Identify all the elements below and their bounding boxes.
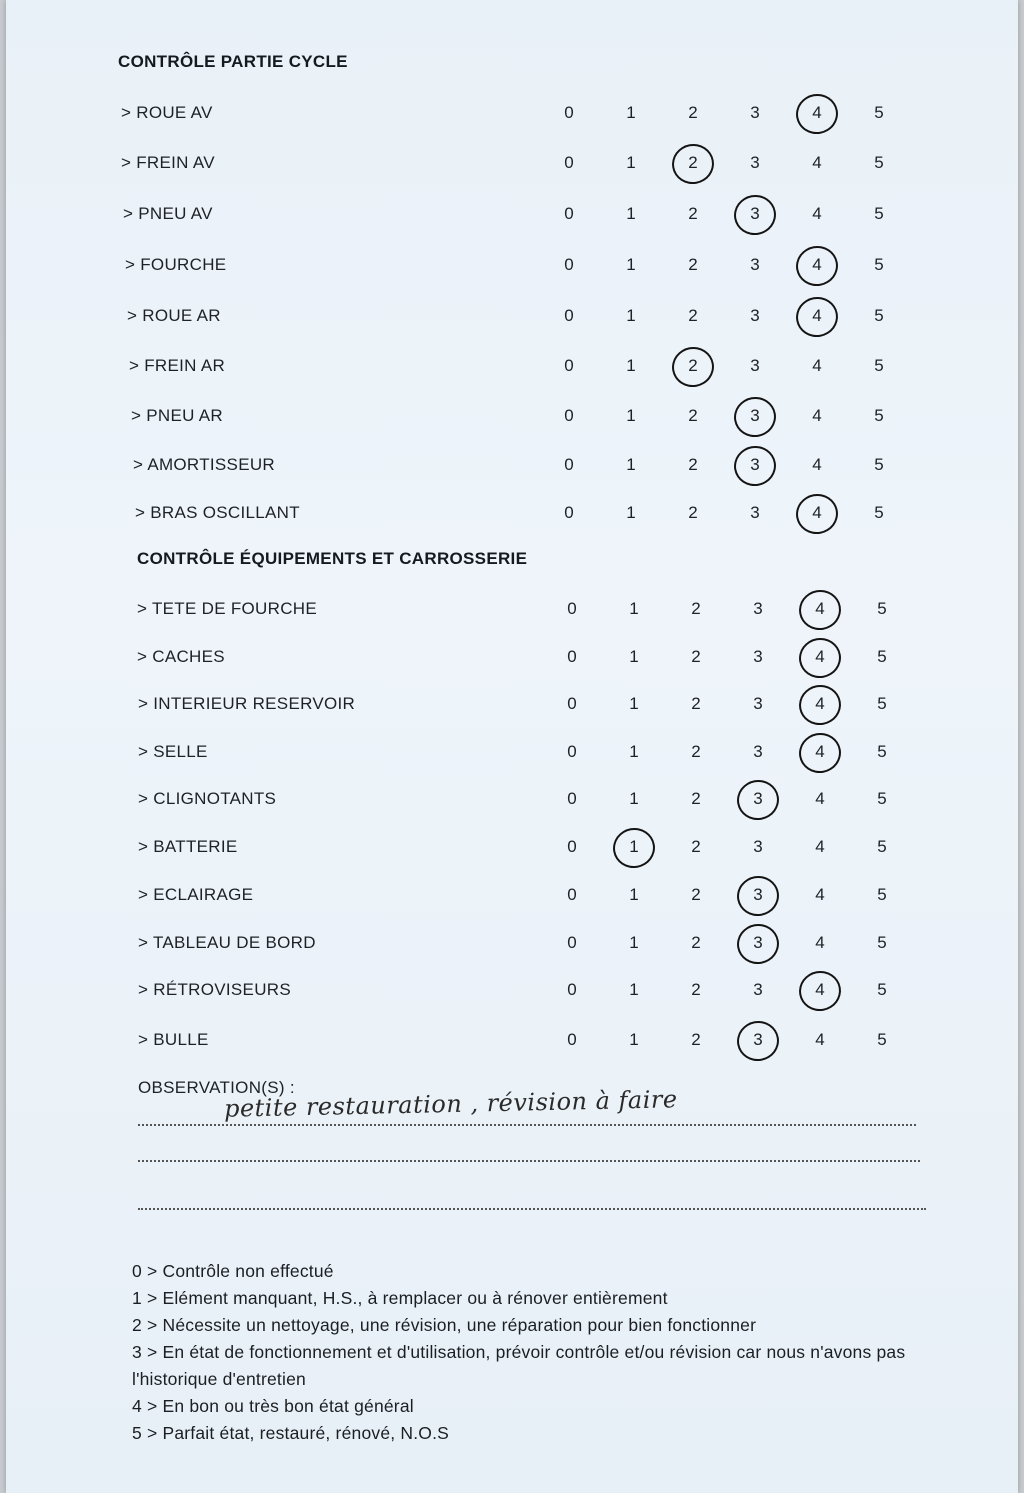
table-row	[6, 251, 1018, 281]
score-option: 5	[877, 694, 887, 713]
score-option: 2	[691, 694, 701, 713]
table-row	[6, 402, 1018, 432]
score-option: 2	[691, 599, 701, 618]
score-option: 1	[629, 647, 639, 666]
row-label: > ROUE AR	[127, 306, 221, 325]
score-option: 2	[691, 647, 701, 666]
row-label: > INTERIEUR RESERVOIR	[138, 694, 356, 713]
score-option: 4	[815, 789, 825, 808]
score-circled: 1	[619, 837, 649, 857]
score-option: 0	[567, 933, 577, 952]
score-option: 0	[564, 455, 574, 474]
score-option: 3	[753, 599, 763, 618]
table-row	[6, 595, 1018, 625]
score-option: 4	[815, 933, 825, 952]
score-option: 0	[567, 885, 577, 904]
table-row	[6, 785, 1018, 815]
row-label: > TETE DE FOURCHE	[137, 599, 318, 618]
score-circled: 4	[805, 742, 835, 762]
score-option: 0	[567, 694, 577, 713]
row-label: > AMORTISSEUR	[133, 455, 275, 474]
score-option: 1	[626, 153, 636, 172]
score-option: 4	[815, 1030, 825, 1049]
score-option: 0	[564, 204, 574, 223]
score-option: 2	[691, 980, 701, 999]
row-label: > SELLE	[138, 742, 208, 761]
score-circled: 2	[678, 356, 708, 376]
score-circled: 4	[802, 306, 832, 326]
score-option: 0	[567, 1030, 577, 1049]
table-row	[6, 929, 1018, 959]
table-row	[6, 200, 1018, 230]
score-option: 1	[629, 933, 639, 952]
score-option: 2	[691, 742, 701, 761]
inspection-sheet	[6, 0, 1018, 1493]
score-option: 3	[750, 503, 760, 522]
row-label: > BULLE	[138, 1030, 209, 1049]
score-option: 0	[567, 837, 577, 856]
score-option: 5	[877, 885, 887, 904]
score-option: 5	[877, 599, 887, 618]
score-option: 3	[753, 980, 763, 999]
score-option: 2	[688, 503, 698, 522]
score-option: 5	[877, 789, 887, 808]
table-row	[6, 99, 1018, 129]
row-label: > CLIGNOTANTS	[138, 789, 277, 808]
row-label: > TABLEAU DE BORD	[138, 933, 316, 952]
score-option: 1	[626, 204, 636, 223]
score-option: 0	[564, 306, 574, 325]
row-label: > ROUE AV	[121, 103, 213, 122]
score-option: 1	[629, 1030, 639, 1049]
row-label: > FREIN AV	[121, 153, 215, 172]
score-option: 3	[750, 356, 760, 375]
score-option: 0	[564, 255, 574, 274]
score-circled: 4	[805, 694, 835, 714]
score-option: 0	[564, 503, 574, 522]
score-option: 1	[626, 356, 636, 375]
row-label: > BATTERIE	[138, 837, 238, 856]
row-label: > FREIN AR	[129, 356, 226, 375]
score-option: 2	[691, 1030, 701, 1049]
table-row	[6, 738, 1018, 768]
row-label: > PNEU AR	[131, 406, 223, 425]
legend-item: 0 > Contrôle non effectué	[132, 1261, 334, 1281]
table-row	[6, 690, 1018, 720]
score-option: 4	[812, 153, 822, 172]
score-option: 0	[564, 153, 574, 172]
score-circled: 2	[678, 153, 708, 173]
score-circled: 3	[743, 1030, 773, 1050]
score-circled: 3	[740, 204, 770, 224]
score-option: 5	[874, 503, 884, 522]
score-option: 1	[626, 103, 636, 122]
score-option: 2	[688, 406, 698, 425]
observation-line	[138, 1160, 920, 1162]
score-option: 3	[753, 742, 763, 761]
table-row	[6, 833, 1018, 863]
score-option: 2	[688, 103, 698, 122]
table-row	[6, 643, 1018, 673]
score-option: 5	[877, 1030, 887, 1049]
score-option: 1	[629, 885, 639, 904]
score-option: 5	[877, 980, 887, 999]
score-circled: 4	[805, 980, 835, 1000]
score-option: 3	[753, 694, 763, 713]
score-option: 1	[629, 599, 639, 618]
score-option: 0	[567, 742, 577, 761]
score-option: 0	[567, 599, 577, 618]
legend-item: 1 > Elément manquant, H.S., à remplacer ou à rénover entièrement	[132, 1288, 668, 1308]
legend	[132, 1258, 932, 1447]
row-label: > CACHES	[137, 647, 225, 666]
score-option: 4	[815, 837, 825, 856]
score-option: 1	[629, 980, 639, 999]
score-option: 5	[874, 153, 884, 172]
score-option: 2	[688, 455, 698, 474]
score-circled: 3	[743, 789, 773, 809]
score-option: 1	[629, 789, 639, 808]
score-option: 0	[564, 103, 574, 122]
score-option: 5	[874, 455, 884, 474]
score-option: 0	[564, 406, 574, 425]
score-option: 2	[691, 933, 701, 952]
score-option: 3	[750, 103, 760, 122]
score-option: 5	[874, 204, 884, 223]
score-option: 3	[753, 837, 763, 856]
score-option: 0	[567, 647, 577, 666]
score-option: 1	[626, 406, 636, 425]
score-option: 2	[691, 789, 701, 808]
score-option: 5	[877, 647, 887, 666]
score-option: 5	[874, 103, 884, 122]
score-option: 5	[877, 933, 887, 952]
legend-item: 4 > En bon ou très bon état général	[132, 1396, 414, 1416]
score-option: 3	[750, 153, 760, 172]
score-option: 5	[874, 406, 884, 425]
table-row	[6, 1026, 1018, 1056]
score-option: 1	[626, 255, 636, 274]
legend-item: 3 > En état de fonctionnement et d'utilisation, prévoir contrôle et/ou révision car nous n'avons pas l'historique d'entretien	[132, 1342, 906, 1389]
score-option: 5	[874, 306, 884, 325]
score-circled: 4	[802, 255, 832, 275]
table-row	[6, 352, 1018, 382]
score-option: 2	[688, 204, 698, 223]
table-row	[6, 451, 1018, 481]
observation-line	[138, 1124, 916, 1126]
score-option: 5	[877, 742, 887, 761]
row-label: > BRAS OSCILLANT	[135, 503, 300, 522]
score-option: 0	[567, 789, 577, 808]
table-row	[6, 881, 1018, 911]
score-option: 0	[567, 980, 577, 999]
score-circled: 3	[743, 933, 773, 953]
observation-label: OBSERVATION(S) :	[138, 1078, 295, 1097]
score-option: 4	[812, 406, 822, 425]
score-option: 2	[691, 837, 701, 856]
score-option: 4	[812, 356, 822, 375]
score-option: 3	[750, 255, 760, 274]
score-option: 1	[629, 742, 639, 761]
score-option: 4	[812, 204, 822, 223]
score-circled: 4	[802, 503, 832, 523]
score-option: 5	[874, 255, 884, 274]
score-option: 5	[874, 356, 884, 375]
row-label: > RÉTROVISEURS	[138, 980, 291, 999]
score-option: 5	[877, 837, 887, 856]
observation-handwriting: petite restauration , révision à faire	[223, 1085, 678, 1123]
score-option: 2	[691, 885, 701, 904]
score-circled: 3	[740, 455, 770, 475]
legend-item: 5 > Parfait état, restauré, rénové, N.O.S	[132, 1423, 450, 1443]
row-label: > FOURCHE	[125, 255, 227, 274]
score-circled: 3	[740, 406, 770, 426]
score-option: 0	[564, 356, 574, 375]
section-title-cycle: CONTRÔLE PARTIE CYCLE	[118, 52, 348, 71]
table-row	[6, 149, 1018, 179]
score-option: 1	[626, 306, 636, 325]
table-row	[6, 499, 1018, 529]
row-label: > PNEU AV	[123, 204, 213, 223]
observation-line	[138, 1208, 926, 1210]
score-option: 1	[626, 503, 636, 522]
table-row	[6, 976, 1018, 1006]
row-label: > ECLAIRAGE	[138, 885, 254, 904]
score-option: 1	[629, 694, 639, 713]
score-option: 2	[688, 255, 698, 274]
section-title-equipment: CONTRÔLE ÉQUIPEMENTS ET CARROSSERIE	[137, 549, 528, 568]
table-row	[6, 302, 1018, 332]
score-option: 4	[815, 885, 825, 904]
score-option: 2	[688, 306, 698, 325]
score-circled: 4	[805, 599, 835, 619]
score-circled: 4	[805, 647, 835, 667]
score-circled: 4	[802, 103, 832, 123]
score-circled: 3	[743, 885, 773, 905]
legend-item: 2 > Nécessite un nettoyage, une révision, une réparation pour bien fonctionner	[132, 1315, 757, 1335]
score-option: 3	[753, 647, 763, 666]
score-option: 1	[626, 455, 636, 474]
score-option: 4	[812, 455, 822, 474]
score-option: 3	[750, 306, 760, 325]
